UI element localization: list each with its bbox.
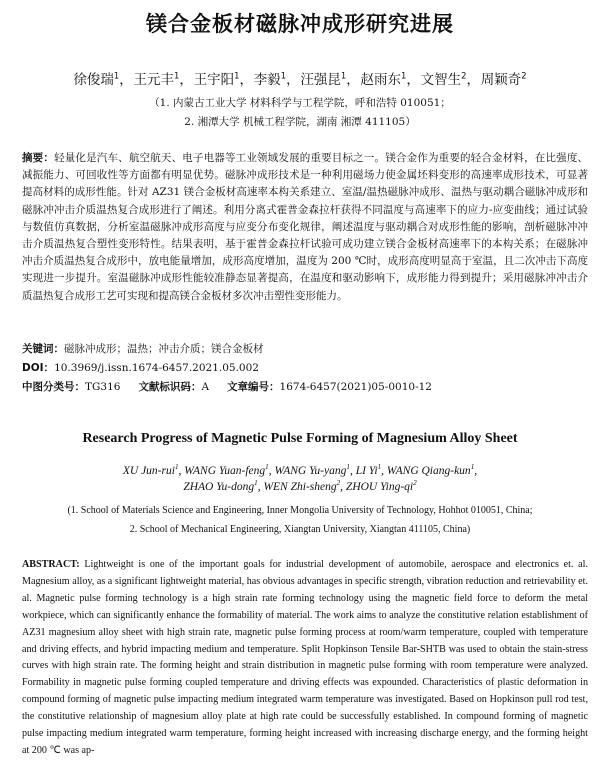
abstract-text: 轻量化是汽车、航空航天、电子电器等工业领域发展的重要目标之一。镁合金作为重要的轻合金材料，在比强度、减振能力、可回收性等方面都有明显优势。磁脉冲成形技术是一种利用磁场力使金属坯料变形的高速率成形技术，可显著提高材料的成形性能。针对 AZ31 镁合金板材高速率本构关系建立、室温/温热磁脉冲成形、温热与驱动耦合磁脉冲成形和磁脉冲冲击介质温热复合成形进行了阐述。利用分离式霍普金森拉杆获得不同温度与高速率下的应力-应变曲线；通过试验与数值仿真数据，分析室温磁脉冲成形高度与应变分布变化规律，阐述温度与驱动耦合对成形性能的影响，剖析磁脉冲冲击介质温热复合塑性变形特性。结果表明，基于霍普金森拉杆试验可成功建立镁合金板材高速率下的本构关系；在磁脉冲冲击介质温热复合成形中，放电能量增加，成形高度增加，温度为 200 ℃时，成形高度明显高于室温，且二次冲击下高度实现进一步提升。室温磁脉冲成形性能较准静态显著提高，在温度和驱动影响下，成形能力得到提升；采用磁脉冲冲击介质温热复合成形工艺可实现和提高镁合金板材多次冲击塑性变形能力。 (22, 152, 589, 302)
author: LI Yi$^1$ (355, 463, 382, 477)
author: XU Jun-rui$^1$ (122, 463, 179, 477)
author: 赵雨东$^1$ (360, 70, 407, 88)
chinese-title: 镁合金板材磁脉冲成形研究进展 (146, 12, 454, 36)
keywords-line: 关键词：磁脉冲成形；温热；冲击介质；镁合金板材 (22, 343, 264, 355)
doi-line: DOI：10.3969/j.issn.1674-6457.2021.05.002 (22, 362, 259, 374)
author: WEN Zhi-sheng$^2$ (263, 479, 341, 493)
author: 徐俊瑞$^1$ (73, 70, 120, 88)
keywords: 磁脉冲成形；温热；冲击介质；镁合金板材 (64, 343, 264, 355)
abstract-text: Lightweight is one of the important goals for industrial development of automobile, aerospace and electronics et. al. Magnesium alloy, as a significant lightweight material, has obvious advantages in specific strength, vibration reduction and retrievability et. al. Magnetic pulse forming technology is a high strain rate forming technology using the magnetic field force to deform the metal workpiece, which can significantly enhance the formability of material. The work aims to analyze the constitutive relation establishment of AZ31 magnesium alloy sheet with high strain rate, magnetic pulse forming process at room/warm temperature, coupled with temperature and driving effects, and hybrid impacting medium and temperature. Split Hopkinson Tensile Bar-SHTB was used to obtain the stain-stress curves with high strain rate. The forming height and strain distribution in magnetic pulse forming with room temperature were analyzed. Formability in magnetic pulse forming coupled temperature and driving effects was expounded. Characteristics of plastic deformation in compound forming of magnetic pulse impacting medium integrated warm temperature was investigated. Based on Hopkinson pull rod test, the constitutive relationship of magnesium alloy plate at high rate could be successfully established. In compound forming of magnetic pulse impacting medium integrated warm temperature, forming height increased with increasing discharge energy, and the forming height at 200 ℃ was ap- (22, 559, 588, 756)
english-title: Research Progress of Magnetic Pulse Forming of Magnesium Alloy Sheet (82, 431, 518, 446)
author: WANG Yu-yang$^1$ (274, 463, 350, 477)
affiliation-line: 2. 湘潭大学 机械工程学院，湖南 湘潭 411105） (184, 116, 416, 128)
english-abstract (22, 557, 588, 760)
author: ZHAO Yu-dong$^1$ (183, 479, 258, 493)
chinese-abstract (22, 150, 588, 305)
abstract-label: 摘要： (22, 152, 55, 164)
affiliation-line: （1. 内蒙古工业大学 材料科学与工程学院，呼和浩特 010051； (149, 97, 451, 109)
clc-number: TG316 (85, 381, 121, 393)
english-author-list (0, 463, 600, 495)
article-number: 1674-6457(2021)05-0010-12 (279, 381, 432, 393)
author: 王宇阳$^1$ (193, 70, 240, 88)
chinese-author-list: 徐俊瑞$^1$， 王元丰$^1$， 王宇阳$^1$， 李毅$^1$， 汪强昆$^1$， 赵雨东$^1$， 文智生$^2$， 周颖奇$^2$ (73, 70, 527, 88)
affiliation-line: 2. School of Mechanical Engineering, Xiangtan University, Xiangtan 411105, China) (129, 524, 471, 535)
author: 王元丰$^1$ (133, 70, 180, 88)
author: ZHOU Ying-$qi^2$ (345, 479, 417, 493)
author: WANG Yuan-feng$^1$ (184, 463, 269, 477)
classification-line: 中图分类号：TG316 文献标识码：A 文章编号：1674-6457(2021)05-0010-12 (22, 381, 432, 393)
author: 汪强昆$^1$ (300, 70, 347, 88)
chinese-affiliations (0, 94, 600, 132)
abstract-label: ABSTRACT: (22, 559, 80, 570)
author-line: XU Jun-rui$^1$, WANG Yuan-feng$^1$, WANG Yu-yang$^1$, LI Yi$^1$, WANG Qiang-kun$^1$, (122, 463, 478, 477)
doi-value: 10.3969/j.issn.1674-6457.2021.05.002 (54, 362, 259, 374)
author: 文智生$^2$ (420, 70, 467, 88)
author: 李毅$^1$ (253, 70, 287, 88)
author: 周颖奇$^2$ (480, 70, 527, 88)
english-affiliations (0, 501, 600, 539)
document-code: A (201, 381, 210, 393)
author-line: ZHAO Yu-dong$^1$, WEN Zhi-sheng$^2$, ZHOU Ying-$qi^2$ (183, 479, 417, 493)
author: WANG Qiang-kun$^1$ (386, 463, 475, 477)
affiliation-line: (1. School of Materials Science and Engineering, Inner Mongolia University of Technology, Hohhot 010051, China; (67, 505, 533, 516)
